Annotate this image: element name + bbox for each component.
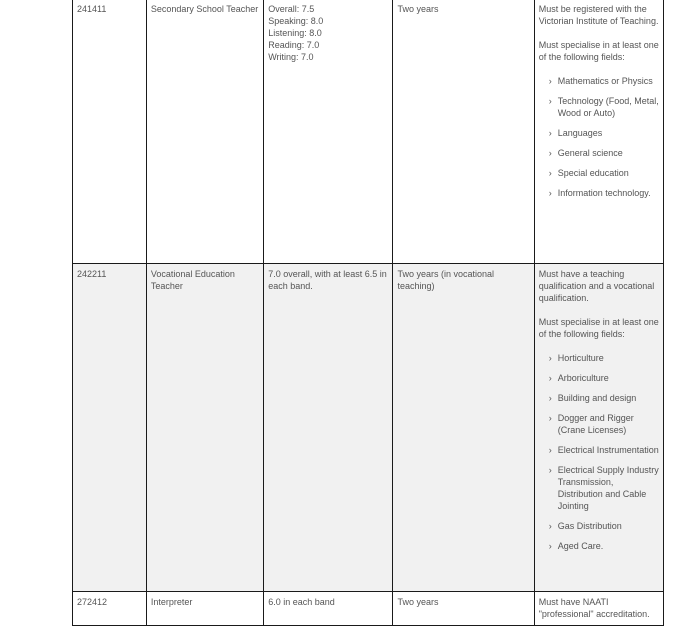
occupation-name: Interpreter [150, 597, 193, 607]
chevron-right-icon: › [548, 393, 552, 403]
chevron-right-icon: › [548, 148, 552, 158]
requirement-text: Must be registered with the Victorian Institute of Teaching. [538, 4, 659, 26]
list-item: › Electrical Supply Industry Transmission, Distribution and Cable Jointing [548, 465, 659, 511]
chevron-right-icon: › [548, 465, 552, 475]
list-item: › Technology (Food, Metal, Wood or Auto) [548, 96, 659, 118]
english-score: Overall: 7.5 [268, 4, 315, 14]
list-item: › Gas Distribution [548, 521, 622, 531]
english-score: Reading: 7.0 [268, 40, 320, 50]
experience-cell [393, 264, 534, 592]
requirements-cell [534, 592, 663, 626]
occupation-requirements-table [72, 0, 664, 626]
list-item: › Electrical Instrumentation [548, 445, 659, 455]
table-row [73, 264, 664, 592]
english-score: Listening: 8.0 [268, 28, 322, 38]
list-item: › Building and design [548, 393, 637, 403]
occupation-name-cell [146, 264, 263, 592]
chevron-right-icon: › [548, 445, 552, 455]
occupation-name-cell [146, 592, 263, 626]
chevron-right-icon: › [548, 521, 552, 531]
english-requirement-cell [264, 264, 393, 592]
table-row [73, 592, 664, 626]
list-item: › Languages [548, 128, 603, 138]
chevron-right-icon: › [548, 413, 552, 423]
list-item: › Dogger and Rigger (Crane Licenses) [548, 413, 634, 435]
specialise-text: Must specialise in at least one of the following fields: [538, 317, 659, 339]
chevron-right-icon: › [548, 128, 552, 138]
list-item: › Information technology. [548, 188, 651, 198]
list-item: › Mathematics or Physics [548, 76, 653, 86]
occupation-code: 241411 [77, 4, 107, 14]
chevron-right-icon: › [548, 373, 552, 383]
chevron-right-icon: › [548, 541, 552, 551]
occupation-code-cell [73, 0, 147, 264]
chevron-right-icon: › [548, 353, 552, 363]
occupation-code-cell [73, 592, 147, 626]
fields-list [539, 352, 659, 552]
chevron-right-icon: › [548, 96, 552, 106]
experience-text: Two years [397, 597, 439, 607]
occupation-name: Vocational Education Teacher [150, 269, 235, 291]
english-score: 7.0 overall, with at least 6.5 in each band. [268, 269, 387, 291]
table-row [73, 0, 664, 264]
list-item: › General science [548, 148, 623, 158]
requirements-cell [534, 264, 663, 592]
occupation-name-cell [146, 0, 263, 264]
occupation-code: 272412 [77, 597, 108, 607]
experience-cell [393, 592, 534, 626]
experience-text: Two years [397, 4, 439, 14]
list-item: › Horticulture [548, 353, 604, 363]
list-item: › Arboriculture [548, 373, 609, 383]
occupation-code-cell [73, 264, 147, 592]
occupation-name: Secondary School Teacher [150, 4, 259, 14]
english-requirement-cell [264, 0, 393, 264]
chevron-right-icon: › [548, 168, 552, 178]
list-item: › Aged Care. [548, 541, 604, 551]
requirement-text: Must have NAATI "professional" accreditation. [538, 597, 650, 619]
experience-cell [393, 0, 534, 264]
english-score: 6.0 in each band [268, 597, 335, 607]
specialise-text: Must specialise in at least one of the following fields: [538, 40, 659, 62]
requirement-text: Must have a teaching qualification and a vocational qualification. [538, 269, 655, 303]
requirements-cell [534, 0, 663, 264]
english-requirement-cell [264, 592, 393, 626]
chevron-right-icon: › [548, 76, 552, 86]
experience-text: Two years (in vocational teaching) [397, 269, 495, 291]
list-item: › Special education [548, 168, 629, 178]
occupation-code: 242211 [77, 269, 107, 279]
fields-list [539, 75, 659, 199]
english-score: Writing: 7.0 [268, 52, 314, 62]
chevron-right-icon: › [548, 188, 552, 198]
english-score: Speaking: 8.0 [268, 16, 324, 26]
